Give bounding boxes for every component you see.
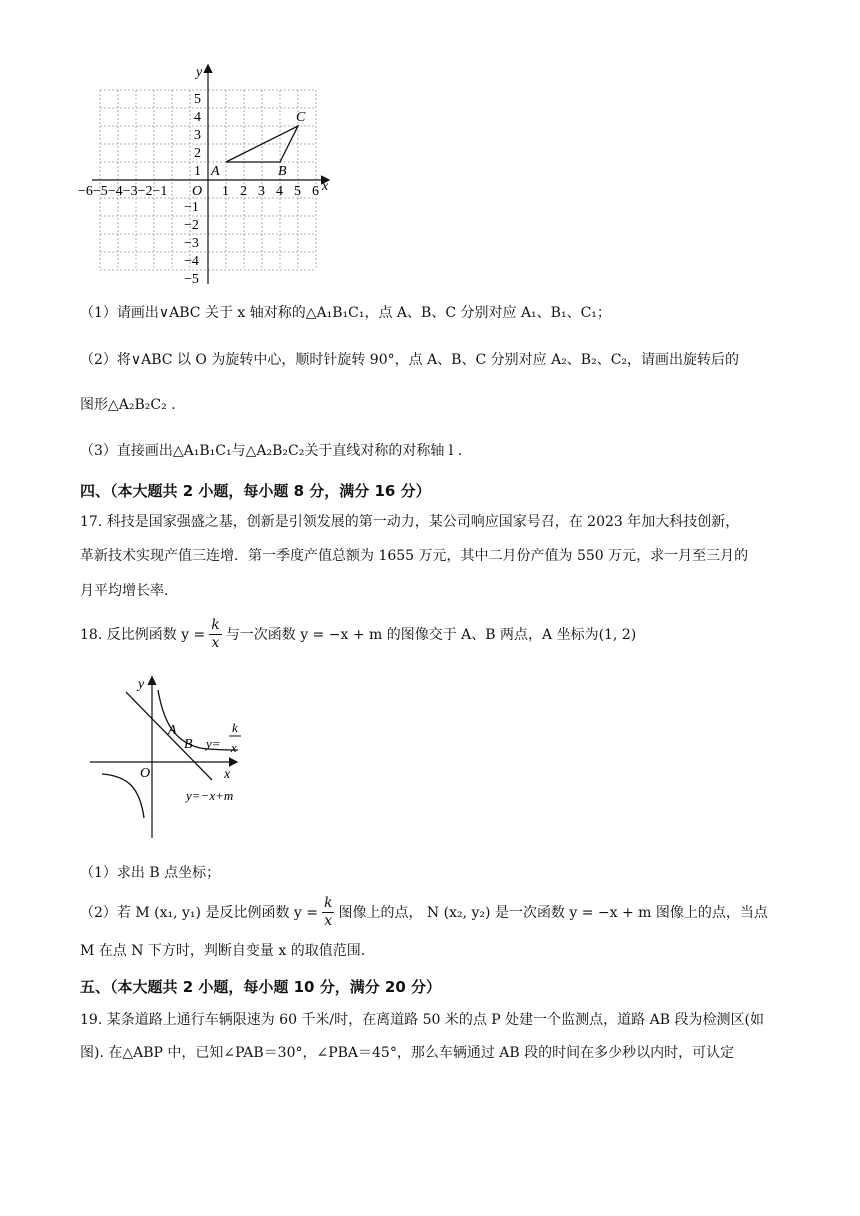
svg-text:1: 1 bbox=[222, 184, 229, 199]
x-axis-label: x bbox=[224, 767, 231, 782]
svg-text:4: 4 bbox=[194, 110, 201, 125]
q18-title bbox=[80, 614, 636, 654]
point-b-label: B bbox=[278, 164, 287, 179]
q16-part3: （3）直接画出△A₁B₁C₁与△A₂B₂C₂关于直线对称的对称轴 l . bbox=[80, 443, 463, 459]
q17-line1: 17. 科技是国家强盛之基，创新是引领发展的第一动力，某公司响应国家号召，在 2023 年加大科技创新， bbox=[80, 514, 740, 530]
svg-text:6: 6 bbox=[312, 184, 319, 199]
origin-label: O bbox=[192, 184, 203, 199]
y-axis-label: y bbox=[196, 65, 203, 80]
svg-text:2: 2 bbox=[240, 184, 247, 199]
svg-text:2: 2 bbox=[194, 146, 201, 161]
x-ticks-negative: −6−5−4−3−2−1 bbox=[78, 184, 168, 199]
function-graph-figure bbox=[88, 670, 258, 842]
svg-text:5: 5 bbox=[194, 92, 201, 107]
point-a-label: A bbox=[211, 164, 220, 179]
q19-line1: 19. 某条道路上通行车辆限速为 60 千米/时，在离道路 50 米的点 P 处建一个监测点，道路 AB 段为检测区(如 bbox=[80, 1012, 764, 1028]
line-label: y=−x+m bbox=[186, 788, 234, 803]
y-axis-label: y bbox=[138, 677, 145, 692]
svg-text:−5: −5 bbox=[184, 272, 199, 287]
svg-text:−2: −2 bbox=[184, 218, 199, 233]
svg-text:3: 3 bbox=[258, 184, 265, 199]
q19-line2: 图). 在△ABP 中，已知∠PAB＝30°，∠PBA＝45°，那么车辆通过 AB 段的时间在多少秒以内时，可认定 bbox=[80, 1045, 735, 1061]
y-ticks-positive bbox=[194, 92, 201, 179]
point-a-label: A bbox=[168, 723, 177, 738]
svg-text:1: 1 bbox=[194, 164, 201, 179]
section-4-heading: 四、（本大题共 2 小题，每小题 8 分，满分 16 分） bbox=[80, 482, 431, 500]
point-b-label: B bbox=[184, 737, 193, 752]
hyperbola-upper-branch bbox=[158, 690, 238, 750]
svg-text:4: 4 bbox=[276, 184, 283, 199]
point-c-label: C bbox=[296, 110, 306, 125]
hyperbola-lower-branch bbox=[102, 774, 144, 818]
q16-part2-line1: （2）将∨ABC 以 O 为旋转中心，顺时针旋转 90°，点 A、B、C 分别对应 A₂、B₂、C₂，请画出旋转后的 bbox=[80, 352, 740, 368]
coordinate-grid-figure bbox=[78, 58, 348, 292]
svg-text:−3: −3 bbox=[184, 236, 199, 251]
x-axis-label: x bbox=[322, 179, 329, 194]
q17-line3: 月平均增长率. bbox=[80, 583, 169, 599]
svg-text:−1: −1 bbox=[184, 200, 199, 215]
svg-text:5: 5 bbox=[294, 184, 301, 199]
y-ticks-negative bbox=[184, 200, 199, 287]
q17-line2: 革新技术实现产值三连增．第一季度产值总额为 1655 万元，其中二月份产值为 550 万元，求一月至三月的 bbox=[80, 548, 749, 564]
section-5-heading: 五、（本大题共 2 小题，每小题 10 分，满分 20 分） bbox=[80, 978, 442, 996]
q18-part1: （1）求出 B 点坐标； bbox=[80, 865, 221, 881]
q18-part2-fraction: $\frac{k}{x}$ bbox=[324, 894, 333, 929]
q18-part2-line1: （2）若 M (x₁, y₁) 是反比例函数 y = $\frac{k}{x}$ 图像上的点， N (x₂, y₂) 是一次函数 y = −x + m 图像上的点，当点 bbox=[80, 894, 768, 929]
hyperbola-label-den: x bbox=[231, 740, 237, 755]
svg-text:−4: −4 bbox=[184, 254, 199, 269]
hyperbola-label-num: k bbox=[232, 720, 238, 735]
svg-text:3: 3 bbox=[194, 128, 201, 143]
q18-part2-line2: M 在点 N 下方时，判断自变量 x 的取值范围. bbox=[80, 943, 366, 959]
q18-title-part1: 18. 反比例函数 y = bbox=[80, 627, 206, 643]
origin-label: O bbox=[140, 766, 151, 781]
hyperbola-label: y= bbox=[206, 736, 221, 751]
x-ticks-positive bbox=[222, 184, 319, 199]
q18-fraction: $\frac{k}{x}$ bbox=[211, 616, 220, 651]
q16-part1: （1）请画出∨ABC 关于 x 轴对称的△A₁B₁C₁，点 A、B、C 分别对应 A₁、B₁、C₁； bbox=[80, 305, 611, 321]
q16-part2-line2: 图形△A₂B₂C₂ . bbox=[80, 397, 176, 413]
q18-title-part2: 与一次函数 y = −x + m 的图像交于 A、B 两点，A 坐标为(1, 2) bbox=[225, 627, 637, 643]
